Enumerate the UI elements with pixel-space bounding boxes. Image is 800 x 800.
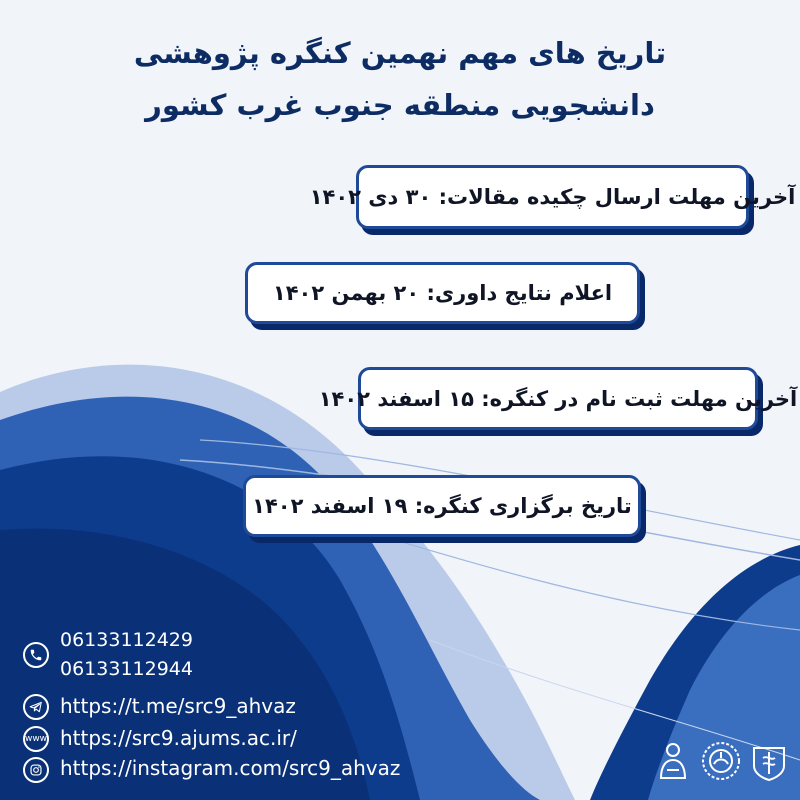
date-text: تاریخ برگزاری کنگره: ۱۹ اسفند ۱۴۰۲	[252, 494, 632, 518]
date-text: اعلام نتایج داوری: ۲۰ بهمن ۱۴۰۲	[272, 281, 613, 305]
date-box-congress-date	[243, 475, 641, 537]
medical-sciences-logo	[748, 740, 790, 782]
date-box-abstract-deadline	[309, 165, 796, 229]
date-text: آخرین مهلت ارسال چکیده مقالات: ۳۰ دی ۱۴۰۲	[309, 185, 796, 209]
phone-icon	[23, 642, 49, 668]
website-link[interactable]: https://src9.ajums.ac.ir/	[60, 726, 297, 750]
telegram-link[interactable]: https://t.me/src9_ahvaz	[60, 694, 296, 718]
student-research-logo	[652, 740, 694, 782]
university-seal-logo	[700, 740, 742, 782]
date-box-review-results	[245, 262, 640, 324]
phone-number-2: 06133112944	[60, 658, 193, 680]
telegram-icon	[23, 694, 49, 720]
date-text: آخرین مهلت ثبت نام در کنگره: ۱۵ اسفند ۱۴۰۲	[318, 386, 798, 411]
phone-number-1: 06133112429	[60, 629, 193, 651]
www-icon: www	[23, 726, 49, 752]
date-box-registration-deadline	[318, 367, 798, 430]
instagram-icon	[23, 757, 49, 783]
instagram-link[interactable]: https://instagram.com/src9_ahvaz	[60, 756, 401, 780]
page-title-line-1: تاریخ های مهم نهمین کنگره پژوهشی	[133, 36, 667, 70]
page-title-line-2: دانشجویی منطقه جنوب غرب کشور	[145, 88, 655, 122]
